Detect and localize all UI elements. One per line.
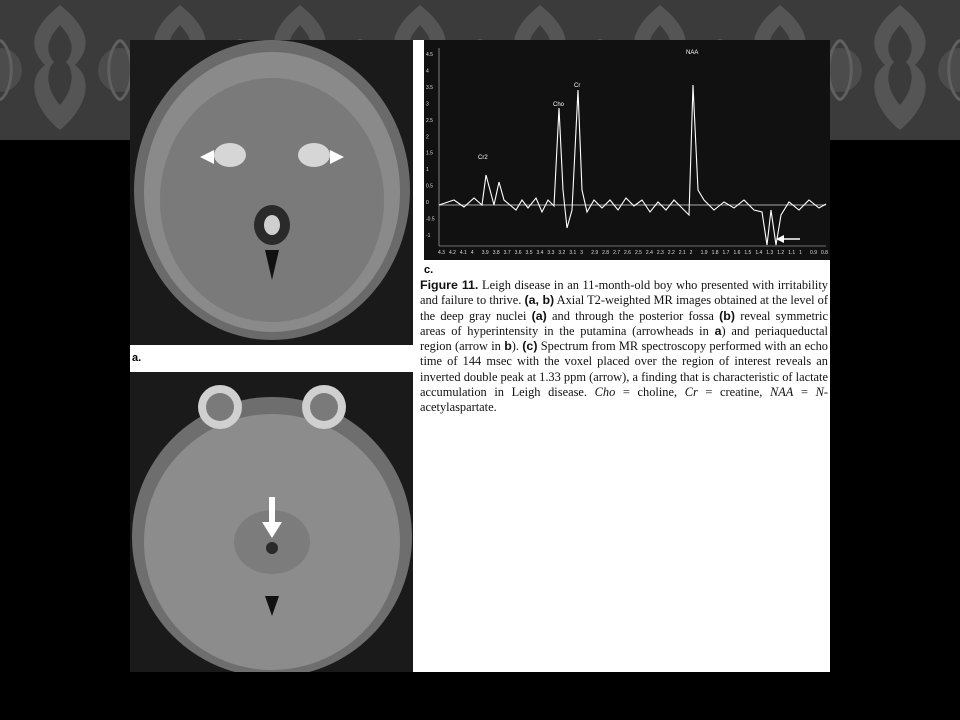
caption-text: =: [800, 385, 808, 400]
x-tick-label: 0.8: [821, 250, 828, 256]
peak-label-cr2: Cr2: [478, 155, 488, 161]
mri-image-a: [130, 40, 413, 345]
x-tick-label: 2.1: [678, 250, 686, 256]
x-tick-label: 3.5: [525, 250, 533, 256]
x-tick-label: 1.3: [766, 250, 774, 256]
figure-caption: [420, 278, 828, 416]
caption-text: ) and periaqueductal region (arrow in: [420, 323, 828, 354]
x-tick-label: 1.5: [744, 250, 752, 256]
x-tick-label: 2: [689, 250, 693, 256]
caption-text: = creatine,: [705, 385, 763, 400]
x-tick-label: 3.1: [569, 250, 577, 256]
caption-ref: a: [714, 323, 722, 338]
y-tick-label: 1: [426, 167, 429, 174]
x-tick-label: 2.3: [656, 250, 664, 256]
caption-text: Spectrum from MR spectroscopy performed with an echo time of 144 msec with the voxel placed over the region of interest reveals an inverted double peak at 1.33 ppm (arrow), a finding that is characteristic of lactate accumulation in Leigh disease.: [420, 339, 828, 400]
x-tick-label: 1.4: [755, 250, 763, 256]
x-tick-label: 3.2: [558, 250, 566, 256]
x-tick-label: 3.9: [481, 250, 489, 256]
x-tick-label: 3.6: [514, 250, 522, 256]
peak-label-cho: Cho: [553, 102, 565, 108]
x-tick-label: 1.9: [700, 250, 708, 256]
caption-text: = choline,: [622, 385, 678, 400]
y-tick-label: 3.5: [426, 84, 433, 91]
caption-text: ).: [511, 339, 519, 354]
caption-text: -acetylaspartate.: [420, 385, 829, 415]
y-tick-label: 1.5: [426, 150, 433, 157]
caption-abbr: Cr: [684, 385, 698, 400]
peak-label-naa: NAA: [686, 50, 699, 56]
y-tick-label: -1: [426, 233, 431, 239]
x-tick-label: 3.4: [536, 250, 544, 256]
caption-abbr: NAA: [769, 385, 794, 400]
x-tick-label: 2.9: [591, 250, 599, 256]
x-tick-label: 2.7: [613, 250, 621, 256]
caption-text: reveal symmetric areas of hyperintensity in the putamina (arrowheads in: [420, 308, 828, 338]
caption-ref: (a, b): [524, 293, 555, 308]
x-tick-label: 2.2: [667, 250, 675, 256]
x-tick-label: 3.8: [492, 250, 500, 256]
x-tick-label: 3.7: [503, 250, 511, 256]
x-tick-label: 1.2: [777, 250, 785, 256]
mri-image-b: [130, 372, 413, 672]
y-tick-label: 3: [426, 101, 429, 108]
caption-text: Axial T2-weighted MR images obtained at the level of the deep gray nuclei: [420, 293, 828, 323]
x-tick-label: 4.2: [448, 250, 456, 256]
caption-text: Leigh disease in an 11-month-old boy who presented with irritability and failure to thrive.: [420, 278, 828, 308]
x-tick-label: 2.8: [602, 250, 610, 256]
x-tick-label: 0.9: [810, 250, 818, 256]
x-tick-label: 4: [470, 250, 474, 256]
caption-text: and through the posterior fossa: [552, 308, 714, 323]
y-tick-label: 4.5: [426, 52, 433, 58]
mr-spectrum-plot: [424, 40, 830, 260]
y-tick-label: 0.5: [426, 183, 433, 190]
x-tick-label: 1.6: [733, 250, 741, 256]
caption-ref: (c): [522, 339, 538, 354]
caption-ref: b: [504, 339, 512, 354]
panel-label-c: c.: [424, 264, 434, 276]
x-tick-label: 2.4: [645, 250, 653, 256]
x-tick-label: 3.3: [547, 250, 555, 256]
caption-ref: (a): [531, 308, 547, 323]
x-tick-label: 4.1: [459, 250, 467, 256]
figure-label: Figure 11.: [420, 278, 479, 292]
y-tick-label: 2.5: [426, 117, 433, 124]
peak-label-cr: Cr: [574, 83, 581, 89]
caption-abbr: N: [815, 385, 824, 400]
x-tick-label: 4.3: [438, 250, 445, 256]
slide-figure: [130, 40, 830, 672]
panel-label-a: a.: [132, 352, 142, 364]
x-tick-label: 1.7: [722, 250, 730, 256]
x-tick-label: 2.5: [634, 250, 642, 256]
y-tick-label: 2: [426, 134, 429, 141]
y-tick-label: 4: [426, 68, 429, 75]
x-tick-label: 1.1: [788, 250, 796, 256]
x-tick-label: 2.6: [624, 250, 631, 256]
caption-ref: (b): [719, 308, 735, 323]
x-tick-label: 1: [799, 250, 802, 256]
y-tick-label: 0: [426, 200, 429, 207]
y-tick-label: -0.5: [426, 216, 435, 223]
x-tick-label: 1.8: [711, 250, 719, 256]
caption-abbr: Cho: [594, 385, 616, 400]
x-tick-label: 3: [580, 250, 584, 256]
